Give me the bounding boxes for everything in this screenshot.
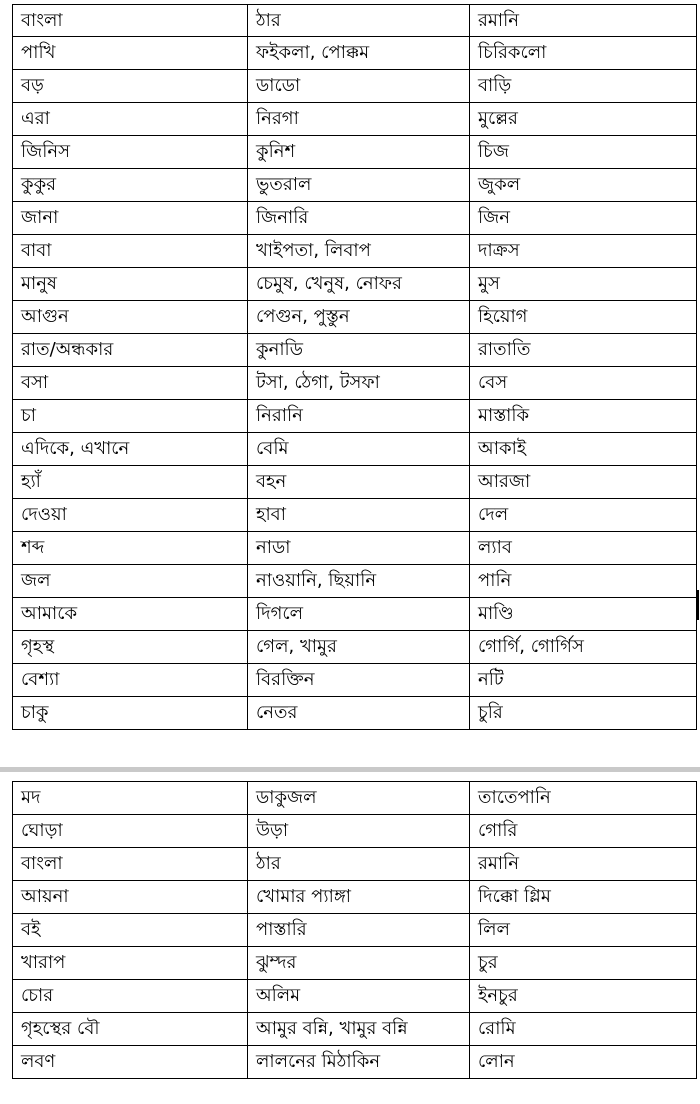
thar-cell: নিরগা xyxy=(248,103,470,136)
table-row xyxy=(13,532,697,565)
romani-cell: মুস xyxy=(470,268,697,301)
bangla-cell: আমাকে xyxy=(13,598,248,631)
header-cell-bangla: বাংলা xyxy=(13,5,248,37)
romani-cell: দাক্রস xyxy=(470,235,697,268)
bangla-cell: বাংলা xyxy=(13,848,248,881)
romani-cell: মাস্তাকি xyxy=(470,400,697,433)
thar-cell: নিরানি xyxy=(248,400,470,433)
thar-cell: কুনিশ xyxy=(248,136,470,169)
bangla-cell: জানা xyxy=(13,202,248,235)
table-row xyxy=(13,1046,697,1079)
header-cell-thar: ঠার xyxy=(248,5,470,37)
romani-cell: মাণ্ডি xyxy=(470,598,697,631)
table-row xyxy=(13,980,697,1013)
edge-mark xyxy=(697,590,699,620)
table-row xyxy=(13,103,697,136)
romani-cell: রাতাতি xyxy=(470,334,697,367)
thar-cell: টসা, ঠেগা, টসফা xyxy=(248,367,470,400)
romani-cell: আরজা xyxy=(470,466,697,499)
table-header-row xyxy=(13,5,697,37)
thar-cell: লালনের মিঠাকিন xyxy=(248,1046,470,1079)
romani-cell: দেল xyxy=(470,499,697,532)
romani-cell: চিরিকলো xyxy=(470,37,697,70)
romani-cell: বাড়ি xyxy=(470,70,697,103)
table-row xyxy=(13,1013,697,1046)
romani-cell: তাতেপানি xyxy=(470,782,697,815)
table-row xyxy=(13,334,697,367)
table-row xyxy=(13,664,697,697)
bangla-cell: চা xyxy=(13,400,248,433)
bangla-cell: বসা xyxy=(13,367,248,400)
romani-cell: লিল xyxy=(470,914,697,947)
bangla-cell: এদিকে, এখানে xyxy=(13,433,248,466)
thar-cell: দিগলে xyxy=(248,598,470,631)
thar-cell: নাওয়ানি, ছিয়ানি xyxy=(248,565,470,598)
table-row xyxy=(13,499,697,532)
thar-cell: ডাকুজল xyxy=(248,782,470,815)
table-row xyxy=(13,70,697,103)
bangla-cell: রাত/অন্ধকার xyxy=(13,334,248,367)
thar-cell: গেল, খামুর xyxy=(248,631,470,664)
romani-cell: রোমি xyxy=(470,1013,697,1046)
bangla-cell: কুকুর xyxy=(13,169,248,202)
table-row xyxy=(13,37,697,70)
table-row xyxy=(13,268,697,301)
thar-cell: ডাডো xyxy=(248,70,470,103)
table-row xyxy=(13,400,697,433)
romani-cell: দিক্কো গ্লিম xyxy=(470,881,697,914)
thar-cell: পাস্তারি xyxy=(248,914,470,947)
romani-cell: ল্যাব xyxy=(470,532,697,565)
table-row xyxy=(13,433,697,466)
thar-cell: ফইকলা, পোক্কম xyxy=(248,37,470,70)
bangla-cell: গৃহস্থ xyxy=(13,631,248,664)
table-row xyxy=(13,881,697,914)
bangla-cell: মানুষ xyxy=(13,268,248,301)
table-row xyxy=(13,301,697,334)
table-row xyxy=(13,815,697,848)
thar-cell: নেতর xyxy=(248,697,470,730)
bangla-cell: বাবা xyxy=(13,235,248,268)
romani-cell: বেস xyxy=(470,367,697,400)
romani-cell: চুর xyxy=(470,947,697,980)
thar-cell: ঝুম্দর xyxy=(248,947,470,980)
bangla-cell: হ্যাঁ xyxy=(13,466,248,499)
table-row xyxy=(13,466,697,499)
bangla-cell: চোর xyxy=(13,980,248,1013)
romani-cell: রমানি xyxy=(470,848,697,881)
thar-cell: পেগুন, পুস্তুন xyxy=(248,301,470,334)
bangla-cell: এরা xyxy=(13,103,248,136)
thar-cell: বেমি xyxy=(248,433,470,466)
thar-cell: জিনারি xyxy=(248,202,470,235)
table-row xyxy=(13,202,697,235)
table-row xyxy=(13,697,697,730)
bangla-cell: খারাপ xyxy=(13,947,248,980)
table-row xyxy=(13,565,697,598)
table-row xyxy=(13,848,697,881)
bangla-cell: লবণ xyxy=(13,1046,248,1079)
romani-cell: নটি xyxy=(470,664,697,697)
romani-cell: ইনচুর xyxy=(470,980,697,1013)
thar-cell: নাডা xyxy=(248,532,470,565)
romani-cell: চুরি xyxy=(470,697,697,730)
table-row xyxy=(13,235,697,268)
bottom-table xyxy=(12,781,697,1079)
romani-cell: মুল্লের xyxy=(470,103,697,136)
header-cell-romani: রমানি xyxy=(470,5,697,37)
table-row xyxy=(13,914,697,947)
thar-cell: কুনাডি xyxy=(248,334,470,367)
romani-cell: চিজ xyxy=(470,136,697,169)
table-row xyxy=(13,947,697,980)
romani-cell: পানি xyxy=(470,565,697,598)
bangla-cell: জল xyxy=(13,565,248,598)
romani-cell: গোর্গি, গোর্গিস xyxy=(470,631,697,664)
bangla-cell: আগুন xyxy=(13,301,248,334)
bangla-cell: মদ xyxy=(13,782,248,815)
romani-cell: জিন xyxy=(470,202,697,235)
bangla-cell: আয়না xyxy=(13,881,248,914)
thar-cell: ভুতরাল xyxy=(248,169,470,202)
table-row xyxy=(13,367,697,400)
bangla-cell: শব্দ xyxy=(13,532,248,565)
thar-cell: বিরক্তিন xyxy=(248,664,470,697)
romani-cell: লোন xyxy=(470,1046,697,1079)
thar-cell: উড়া xyxy=(248,815,470,848)
table-row xyxy=(13,598,697,631)
thar-cell: বহন xyxy=(248,466,470,499)
table-separator xyxy=(0,767,700,772)
thar-cell: ঠার xyxy=(248,848,470,881)
thar-cell: হাবা xyxy=(248,499,470,532)
thar-cell: খাইপতা, লিবাপ xyxy=(248,235,470,268)
table-row xyxy=(13,631,697,664)
thar-cell: চেমুষ, খেনুষ, নোফর xyxy=(248,268,470,301)
bangla-cell: ঘোড়া xyxy=(13,815,248,848)
bangla-cell: চাকু xyxy=(13,697,248,730)
romani-cell: গোরি xyxy=(470,815,697,848)
table-row xyxy=(13,169,697,202)
bangla-cell: বই xyxy=(13,914,248,947)
bangla-cell: গৃহস্থের বৌ xyxy=(13,1013,248,1046)
romani-cell: হিয়োগ xyxy=(470,301,697,334)
table-row xyxy=(13,782,697,815)
romani-cell: আকাই xyxy=(470,433,697,466)
top-table xyxy=(12,4,697,730)
bangla-cell: বেশ্যা xyxy=(13,664,248,697)
bangla-cell: বড় xyxy=(13,70,248,103)
romani-cell: জুকল xyxy=(470,169,697,202)
bangla-cell: দেওয়া xyxy=(13,499,248,532)
thar-cell: অলিম xyxy=(248,980,470,1013)
table-row xyxy=(13,136,697,169)
bangla-cell: জিনিস xyxy=(13,136,248,169)
thar-cell: খোমার প্যাঙ্গা xyxy=(248,881,470,914)
bangla-cell: পাখি xyxy=(13,37,248,70)
thar-cell: আমুর বন্নি, খামুর বন্নি xyxy=(248,1013,470,1046)
